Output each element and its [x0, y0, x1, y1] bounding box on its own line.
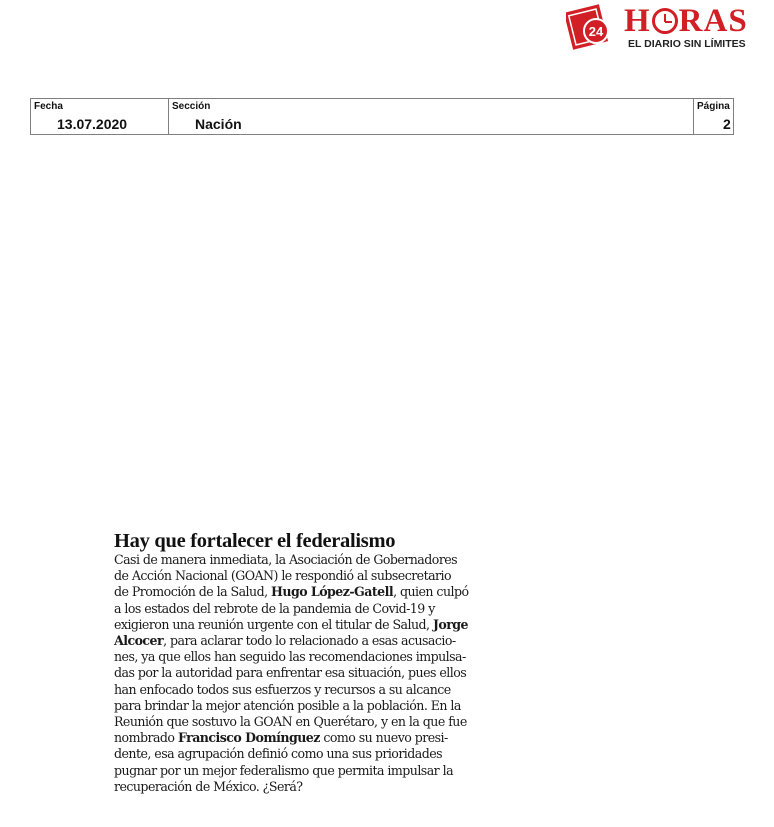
article-bold-name: Jorge	[432, 616, 468, 632]
badge-number: 24	[588, 24, 604, 39]
seccion-value: Nación	[195, 116, 242, 132]
article-line	[114, 568, 514, 584]
logo-title	[624, 2, 748, 40]
article-clipping	[114, 530, 514, 795]
article-line	[114, 779, 514, 795]
article-text: de Acción Nacional (GOAN) le respondió al subsecretario	[114, 568, 452, 584]
fecha-label: Fecha	[34, 101, 63, 112]
article-line	[114, 730, 514, 746]
pagina-cell	[693, 99, 734, 134]
article-line	[114, 714, 514, 730]
article-line	[114, 682, 514, 698]
fecha-value: 13.07.2020	[57, 116, 128, 132]
article-line	[114, 763, 514, 779]
logo-title-ras: RAS	[678, 3, 748, 39]
article-line	[114, 584, 514, 600]
article-text: para brindar la mejor atención posible a la población. En la	[114, 697, 461, 713]
article-text: como su nuevo presi-	[319, 730, 448, 746]
article-line	[114, 698, 514, 714]
fecha-cell	[31, 99, 168, 134]
article-text: recuperación de México. ¿Será?	[114, 778, 303, 794]
article-text: de Promoción de la Salud,	[114, 584, 271, 600]
article-text: exigieron una reunión urgente con el titular de Salud,	[114, 616, 433, 632]
article-line	[114, 552, 514, 568]
article-text: a los estados del rebrote de la pandemia de Covid-19 y	[114, 600, 435, 616]
article-text: das por la autoridad para enfrentar esa situación, pues ellos	[114, 665, 467, 681]
article-text: , quien culpó	[393, 584, 469, 600]
article-line	[114, 601, 514, 617]
article-line	[114, 746, 514, 762]
pagina-label: Página	[697, 101, 730, 112]
article-text: nes, ya que ellos han seguido las recomendaciones impulsa-	[114, 649, 466, 665]
clipping-header-table	[30, 98, 734, 135]
logo-title-h: H	[624, 3, 651, 39]
clock-icon	[652, 8, 678, 34]
article-line	[114, 617, 514, 633]
article-text: nombrado	[114, 730, 178, 746]
article-text: han enfocado todos sus esfuerzos y recursos a su alcance	[114, 681, 451, 697]
article-line	[114, 649, 514, 665]
pagina-value: 2	[723, 116, 731, 132]
article-bold-name: Hugo López-Gatell	[271, 584, 394, 600]
newspaper-badge-icon	[566, 4, 618, 50]
article-text: pugnar por un mejor federalismo que permita impulsar la	[114, 762, 454, 778]
article-bold-name: Alcocer	[114, 633, 164, 649]
article-headline: Hay que fortalecer el federalismo	[114, 530, 396, 552]
seccion-cell	[168, 99, 693, 134]
seccion-label: Sección	[172, 101, 211, 112]
article-line	[114, 665, 514, 681]
article-text: Casi de manera inmediata, la Asociación de Gobernadores	[114, 552, 458, 567]
article-bold-name: Francisco Domínguez	[177, 730, 320, 746]
horas-logo	[566, 4, 762, 54]
article-body	[114, 552, 514, 795]
article-text: , para aclarar todo lo relacionado a esas acusacio-	[163, 633, 456, 649]
logo-tagline: EL DIARIO SIN LÍMITES	[628, 38, 746, 50]
article-text: dente, esa agrupación definió como una sus prioridades	[114, 746, 443, 762]
article-text: Reunión que sostuvo la GOAN en Querétaro, y en la que fue	[114, 714, 467, 730]
article-line	[114, 633, 514, 649]
